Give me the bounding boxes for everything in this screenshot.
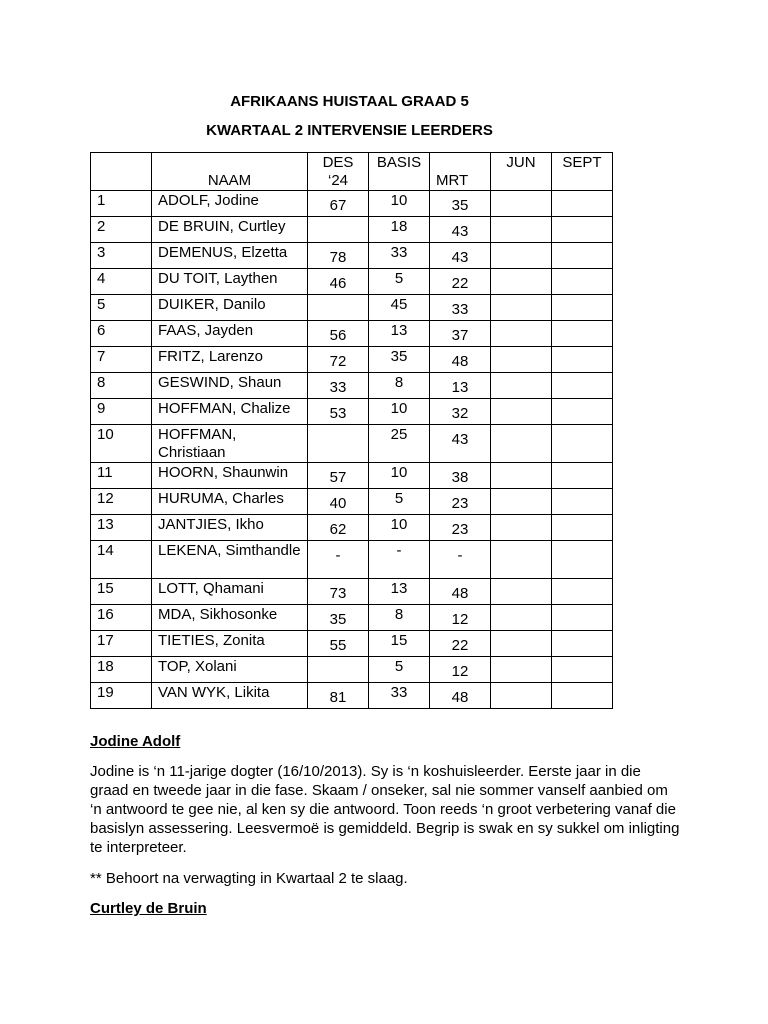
learners-table (90, 152, 613, 709)
cell-jun (491, 295, 552, 321)
cell-jun (491, 605, 552, 631)
cell-sept (552, 399, 613, 425)
cell-name: DE BRUIN, Curtley (152, 217, 308, 243)
cell-name: JANTJIES, Ikho (152, 515, 308, 541)
table-row (91, 425, 613, 463)
cell-name: TIETIES, Zonita (152, 631, 308, 657)
cell-basis: 10 (369, 191, 430, 217)
cell-basis: 15 (369, 631, 430, 657)
header-des: DES ‘24 (308, 153, 369, 191)
cell-des: 40 (308, 489, 369, 515)
cell-sept (552, 515, 613, 541)
cell-des: 62 (308, 515, 369, 541)
cell-name: LEKENA, Simthandle (152, 541, 308, 579)
cell-sept (552, 243, 613, 269)
table-row (91, 217, 613, 243)
cell-basis: 5 (369, 657, 430, 683)
cell-basis: 13 (369, 579, 430, 605)
cell-number: 11 (91, 463, 152, 489)
cell-des: 46 (308, 269, 369, 295)
cell-jun (491, 347, 552, 373)
cell-jun (491, 243, 552, 269)
cell-name: VAN WYK, Likita (152, 683, 308, 709)
cell-basis: 33 (369, 243, 430, 269)
cell-mrt: 48 (430, 579, 491, 605)
cell-number: 1 (91, 191, 152, 217)
table-row (91, 515, 613, 541)
cell-mrt: - (430, 541, 491, 579)
cell-name: HOORN, Shaunwin (152, 463, 308, 489)
cell-jun (491, 631, 552, 657)
header-mrt: MRT (430, 153, 491, 191)
cell-sept (552, 425, 613, 463)
cell-mrt: 43 (430, 217, 491, 243)
table-row (91, 191, 613, 217)
cell-basis: 45 (369, 295, 430, 321)
document-title: AFRIKAANS HUISTAAL GRAAD 5 (230, 93, 469, 110)
cell-basis: 18 (369, 217, 430, 243)
cell-jun (491, 515, 552, 541)
cell-basis: 5 (369, 269, 430, 295)
cell-des (308, 657, 369, 683)
document-subtitle: KWARTAAL 2 INTERVENSIE LEERDERS (206, 122, 493, 139)
cell-sept (552, 295, 613, 321)
cell-des: 55 (308, 631, 369, 657)
cell-jun (491, 683, 552, 709)
table-row (91, 489, 613, 515)
cell-sept (552, 321, 613, 347)
section-body-jodine: Jodine is ‘n 11-jarige dogter (16/10/2013). Sy is ‘n koshuisleerder. Eerste jaar in die graad en tweede jaar in die fase. Skaam / onseker, sal nie sommer vanself aanbied om ‘n antwoord te gee nie, al ken sy die antwoord. Toon reeds ‘n groot verbetering vanaf die basislyn assessering. Leesvermoë is gemiddeld. Begrip is swak en sy sukkel om inligting te interpreteer. (90, 763, 680, 856)
cell-name: LOTT, Qhamani (152, 579, 308, 605)
cell-number: 6 (91, 321, 152, 347)
cell-name: FAAS, Jayden (152, 321, 308, 347)
table-row (91, 541, 613, 579)
cell-basis: 5 (369, 489, 430, 515)
cell-name: MDA, Sikhosonke (152, 605, 308, 631)
cell-des (308, 295, 369, 321)
cell-jun (491, 579, 552, 605)
cell-number: 12 (91, 489, 152, 515)
cell-jun (491, 489, 552, 515)
cell-jun (491, 399, 552, 425)
header-number (91, 153, 152, 191)
header-basis: BASIS (369, 153, 430, 191)
table-row (91, 631, 613, 657)
cell-basis: - (369, 541, 430, 579)
cell-number: 16 (91, 605, 152, 631)
cell-number: 2 (91, 217, 152, 243)
cell-number: 15 (91, 579, 152, 605)
cell-number: 8 (91, 373, 152, 399)
table-row (91, 579, 613, 605)
header-naam: NAAM (152, 153, 308, 191)
cell-number: 4 (91, 269, 152, 295)
cell-name: HOFFMAN, Chalize (152, 399, 308, 425)
table-row (91, 605, 613, 631)
table-header-row (91, 153, 613, 191)
cell-mrt: 38 (430, 463, 491, 489)
cell-name: DUIKER, Danilo (152, 295, 308, 321)
section-note-jodine: ** Behoort na verwagting in Kwartaal 2 te slaag. (90, 870, 408, 887)
cell-sept (552, 347, 613, 373)
cell-mrt: 22 (430, 269, 491, 295)
table-row (91, 683, 613, 709)
cell-basis: 25 (369, 425, 430, 463)
cell-number: 18 (91, 657, 152, 683)
cell-basis: 8 (369, 605, 430, 631)
table-row (91, 269, 613, 295)
cell-name: GESWIND, Shaun (152, 373, 308, 399)
cell-jun (491, 373, 552, 399)
cell-number: 13 (91, 515, 152, 541)
table-row (91, 347, 613, 373)
table-row (91, 243, 613, 269)
cell-number: 9 (91, 399, 152, 425)
cell-sept (552, 541, 613, 579)
cell-sept (552, 373, 613, 399)
cell-sept (552, 605, 613, 631)
cell-mrt: 23 (430, 515, 491, 541)
cell-sept (552, 217, 613, 243)
cell-des: 57 (308, 463, 369, 489)
cell-mrt: 12 (430, 605, 491, 631)
cell-jun (491, 321, 552, 347)
cell-jun (491, 657, 552, 683)
cell-sept (552, 683, 613, 709)
cell-number: 10 (91, 425, 152, 463)
cell-des: 67 (308, 191, 369, 217)
cell-number: 19 (91, 683, 152, 709)
cell-des: 56 (308, 321, 369, 347)
cell-basis: 35 (369, 347, 430, 373)
cell-mrt: 12 (430, 657, 491, 683)
cell-mrt: 35 (430, 191, 491, 217)
table-row (91, 373, 613, 399)
cell-des: 33 (308, 373, 369, 399)
table-row (91, 657, 613, 683)
cell-mrt: 33 (430, 295, 491, 321)
cell-jun (491, 269, 552, 295)
cell-basis: 8 (369, 373, 430, 399)
section-heading-jodine: Jodine Adolf (90, 733, 181, 750)
cell-des: 81 (308, 683, 369, 709)
table-row (91, 463, 613, 489)
cell-des (308, 217, 369, 243)
cell-number: 3 (91, 243, 152, 269)
cell-mrt: 13 (430, 373, 491, 399)
cell-sept (552, 191, 613, 217)
table-row (91, 399, 613, 425)
cell-name: DEMENUS, Elzetta (152, 243, 308, 269)
cell-mrt: 32 (430, 399, 491, 425)
cell-number: 17 (91, 631, 152, 657)
cell-jun (491, 217, 552, 243)
cell-des: 73 (308, 579, 369, 605)
header-sept: SEPT (552, 153, 613, 191)
cell-name: HURUMA, Charles (152, 489, 308, 515)
cell-sept (552, 631, 613, 657)
cell-des: 53 (308, 399, 369, 425)
cell-jun (491, 541, 552, 579)
cell-des (308, 425, 369, 463)
header-jun: JUN (491, 153, 552, 191)
cell-jun (491, 425, 552, 463)
cell-mrt: 48 (430, 683, 491, 709)
cell-number: 7 (91, 347, 152, 373)
cell-name: ADOLF, Jodine (152, 191, 308, 217)
table-row (91, 295, 613, 321)
cell-jun (491, 463, 552, 489)
cell-basis: 10 (369, 515, 430, 541)
cell-basis: 13 (369, 321, 430, 347)
cell-basis: 33 (369, 683, 430, 709)
cell-mrt: 22 (430, 631, 491, 657)
cell-mrt: 43 (430, 425, 491, 463)
cell-mrt: 43 (430, 243, 491, 269)
cell-basis: 10 (369, 463, 430, 489)
cell-mrt: 48 (430, 347, 491, 373)
cell-des: 72 (308, 347, 369, 373)
table-row (91, 321, 613, 347)
cell-des: 35 (308, 605, 369, 631)
cell-mrt: 23 (430, 489, 491, 515)
cell-basis: 10 (369, 399, 430, 425)
cell-sept (552, 269, 613, 295)
cell-sept (552, 463, 613, 489)
cell-jun (491, 191, 552, 217)
cell-des: 78 (308, 243, 369, 269)
cell-sept (552, 657, 613, 683)
cell-sept (552, 579, 613, 605)
cell-name: HOFFMAN, Christiaan (152, 425, 308, 463)
cell-name: TOP, Xolani (152, 657, 308, 683)
cell-number: 14 (91, 541, 152, 579)
section-heading-curtley: Curtley de Bruin (90, 900, 207, 917)
cell-sept (552, 489, 613, 515)
cell-name: DU TOIT, Laythen (152, 269, 308, 295)
cell-mrt: 37 (430, 321, 491, 347)
cell-number: 5 (91, 295, 152, 321)
cell-des: - (308, 541, 369, 579)
cell-name: FRITZ, Larenzo (152, 347, 308, 373)
